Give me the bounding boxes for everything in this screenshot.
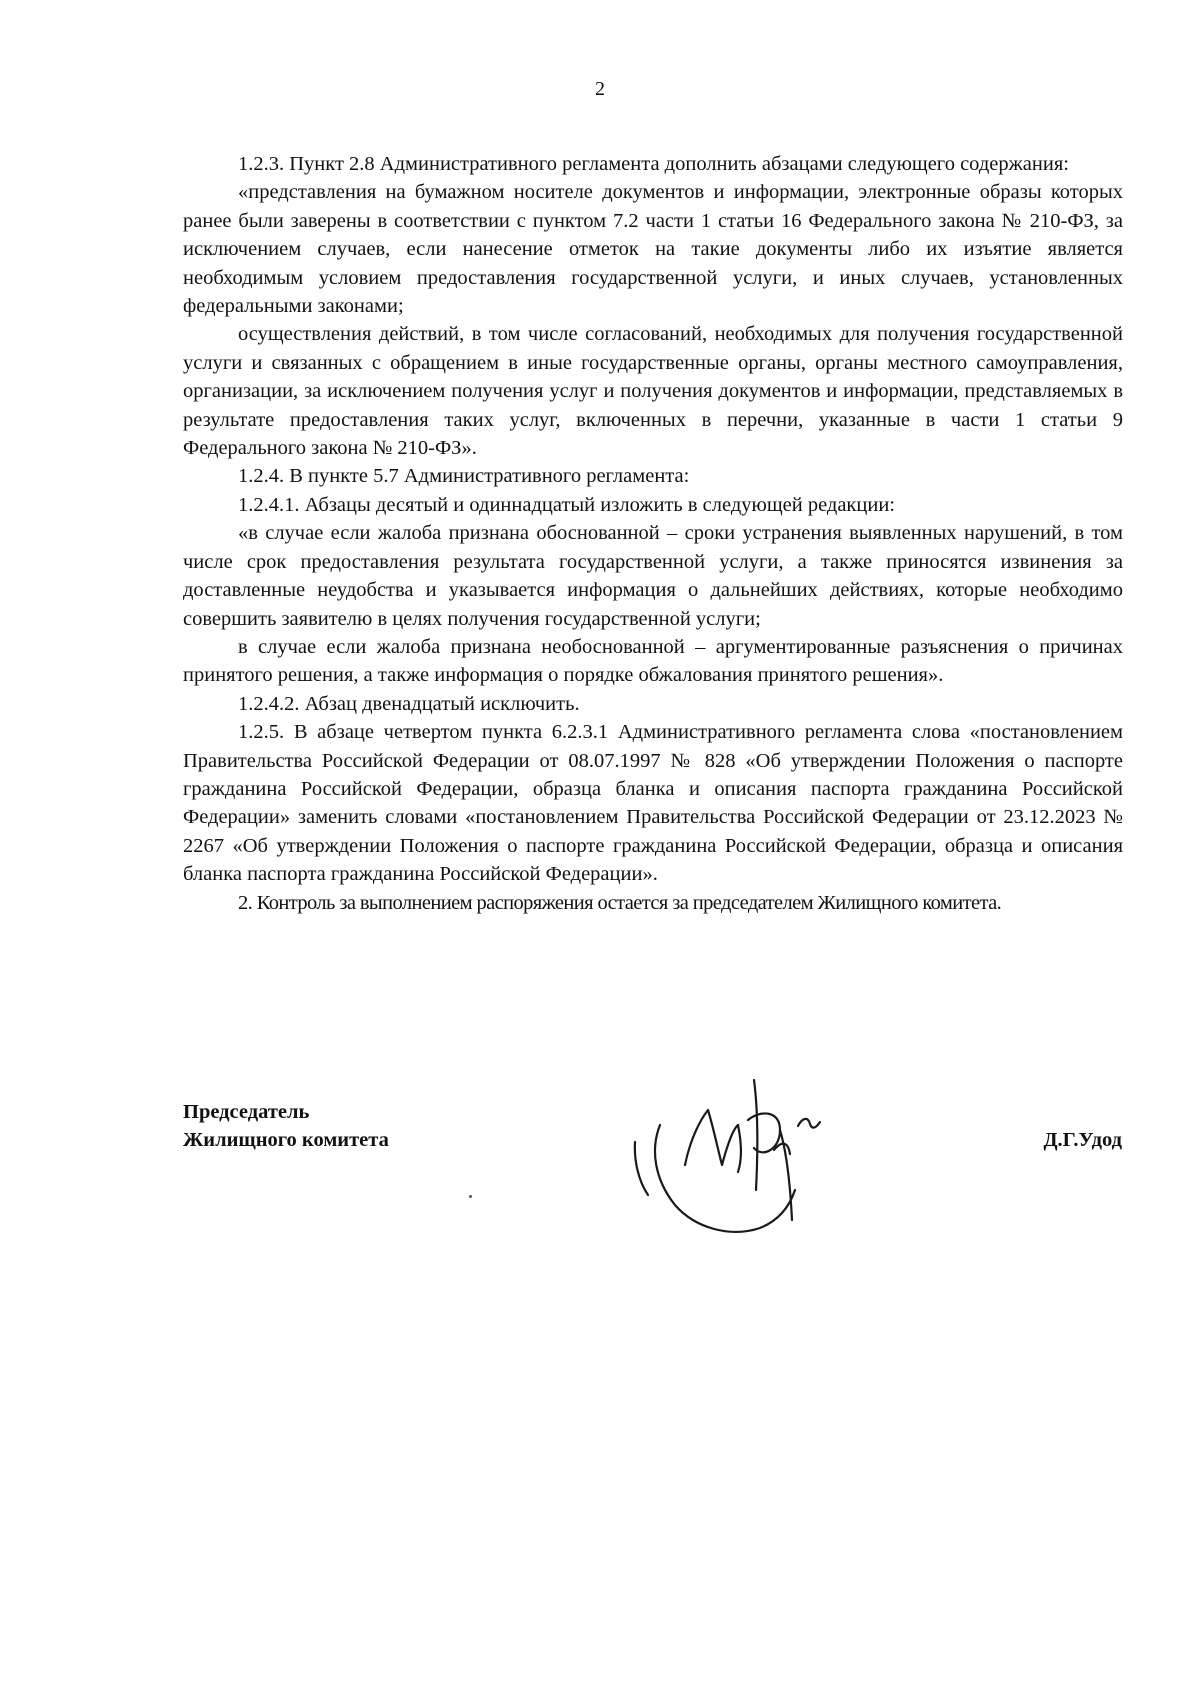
paragraph-1-2-4-1: 1.2.4.1. Абзацы десятый и одиннадцатый изложить в следующей редакции: bbox=[238, 493, 895, 516]
paragraph-1-2-5: 1.2.5. В абзаце четвертом пункта 6.2.3.1 Административного регламента слова «постановлением Правительства Российской Федерации от 08.07.1997 № 828 «Об утверждении Положения о паспорте гражданина Российской Федерации, образца бланка и описания паспорта гражданина Российской Федерации» заменить словами «постановлением Правительства Российской Федерации от 23.12.2023 № 2267 «Об утверждении Положения о паспорте гражданина Российской Федерации, образца и описания бланка паспорта гражданина Российской Федерации». bbox=[183, 721, 1123, 886]
paragraph-1-2-4: 1.2.4. В пункте 5.7 Административного регламента: bbox=[238, 465, 690, 488]
stray-mark bbox=[469, 1195, 472, 1198]
document-body bbox=[183, 150, 1123, 917]
signatory-position bbox=[183, 1098, 389, 1154]
handwritten-signature bbox=[630, 1030, 910, 1260]
paragraph-complaint-justified: «в случае если жалоба признана обоснованной – сроки устранения выявленных нарушений, в том числе срок предоставления результата государственной услуги, а также приносятся извинения за доставленные неудобства и указывается информация о дальнейших действиях, которые необходимо совершить заявителю в целях получения государственной услуги; bbox=[183, 522, 1123, 630]
paragraph-quote-paper-documents: «представления на бумажном носителе документов и информации, электронные образы которых ранее были заверены в соответствии с пунктом 7.2 части 1 статьи 16 Федерального закона № 210-ФЗ, за исключением случаев, если нанесение отметок на такие документы либо их изъятие является необходимым условием предоставления государственной услуги, и иных случаев, установленных федеральными законами; bbox=[183, 181, 1123, 318]
paragraph-actions-approvals: осуществления действий, в том числе согласований, необходимых для получения государственной услуги и связанных с обращением в иные государственные органы, органы местного самоуправления, организации, за исключением получения услуг и получения документов и информации, представляемых в результате предоставления таких услуг, включенных в перечни, указанные в части 1 статьи 9 Федерального закона № 210-ФЗ». bbox=[183, 323, 1123, 460]
paragraph-control: 2. Контроль за выполнением распоряжения остается за председателем Жилищного комитета. bbox=[238, 891, 1002, 914]
signatory-position-line1: Председатель bbox=[183, 1101, 310, 1123]
paragraph-complaint-unjustified: в случае если жалоба признана необоснованной – аргументированные разъяснения о причинах принятого решения, а также информация о порядке обжалования принятого решения». bbox=[183, 635, 1123, 687]
signatory-name: Д.Г.Удод bbox=[1043, 1129, 1122, 1151]
paragraph-1-2-3: 1.2.3. Пункт 2.8 Административного регламента дополнить абзацами следующего содержания: bbox=[238, 153, 1069, 175]
page-number: 2 bbox=[595, 78, 605, 100]
paragraph-1-2-4-2: 1.2.4.2. Абзац двенадцатый исключить. bbox=[238, 692, 580, 715]
signatory-position-line2: Жилищного комитета bbox=[183, 1129, 389, 1151]
